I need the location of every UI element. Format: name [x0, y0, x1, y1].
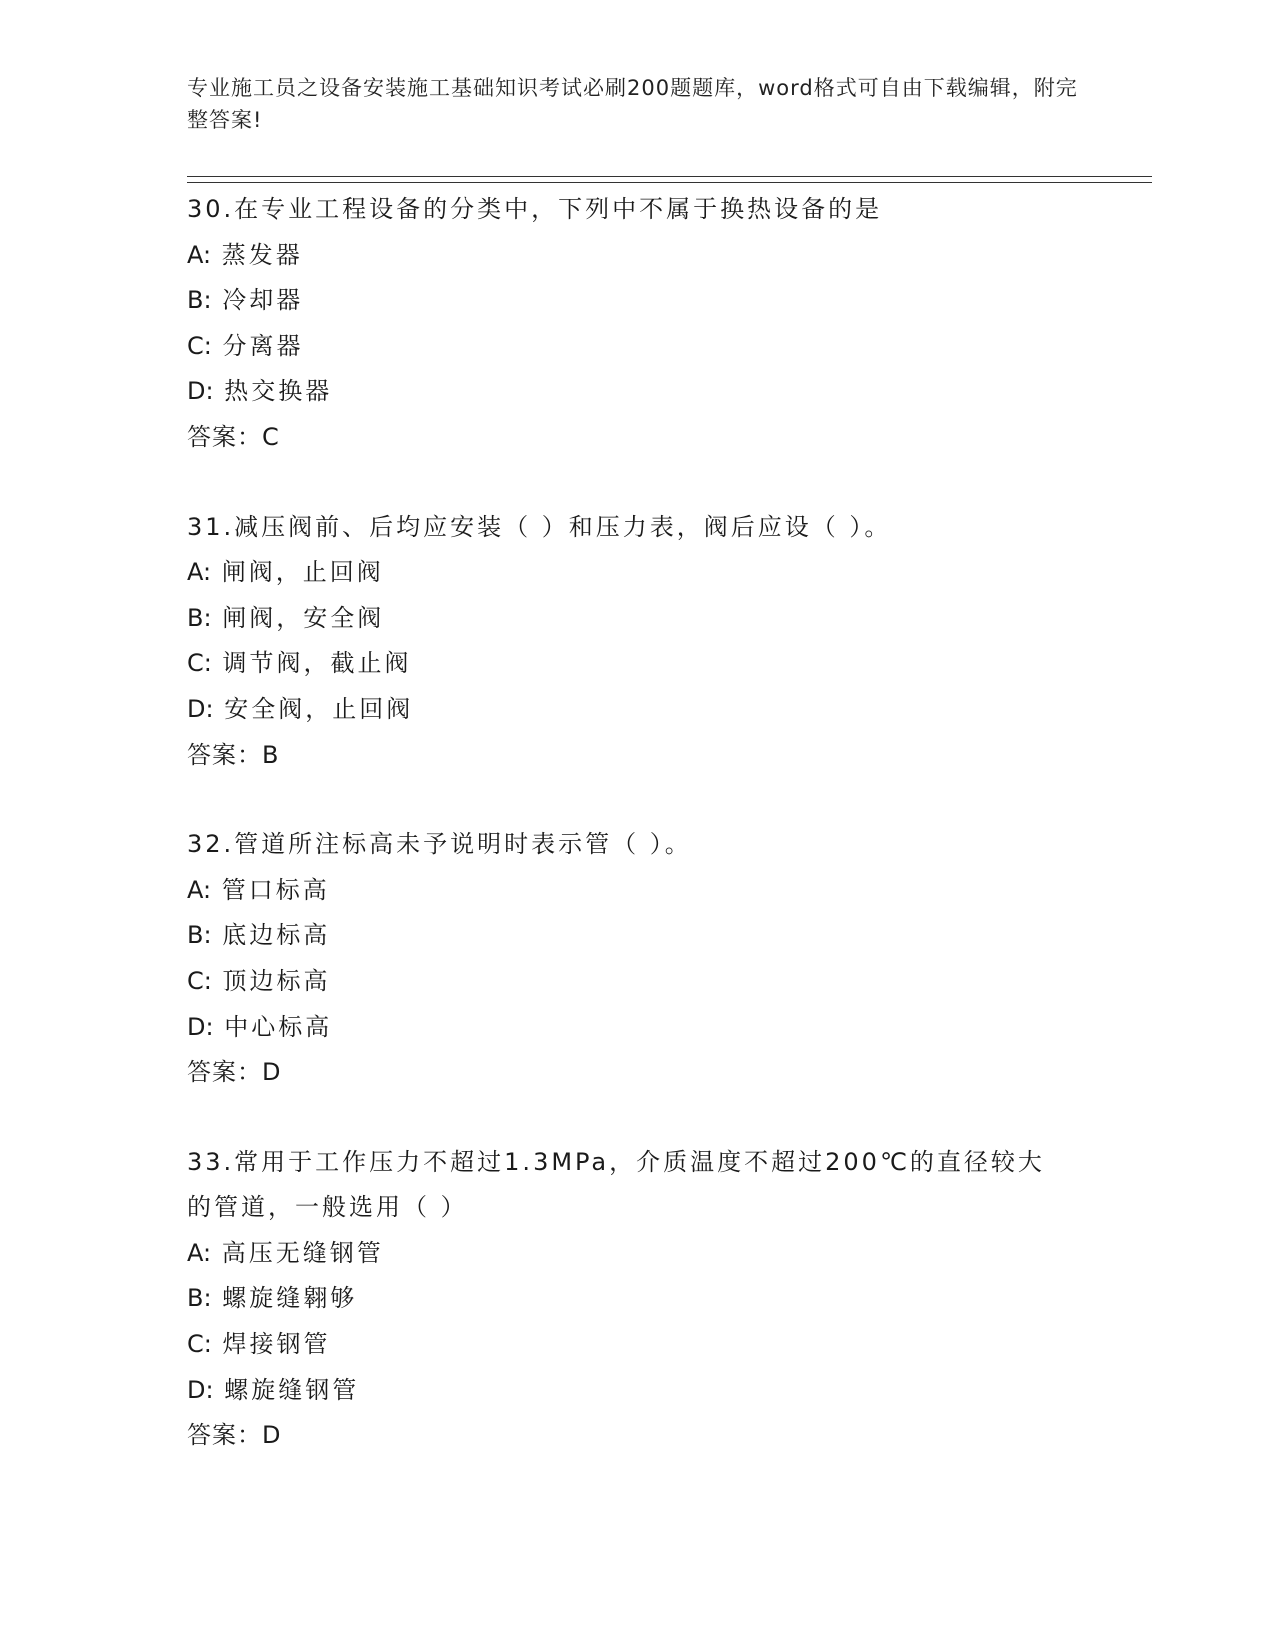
option-key: C:	[187, 331, 212, 360]
option-a	[187, 1231, 1087, 1277]
option-text: 螺旋缝翱够	[222, 1284, 358, 1313]
option-b	[187, 913, 1087, 959]
option-d	[187, 1368, 1087, 1414]
option-text: 顶边标高	[222, 966, 331, 995]
question-33	[187, 1140, 1087, 1459]
option-text: 高压无缝钢管	[221, 1238, 384, 1267]
question-stem: 31.减压阀前、后均应安装（ ）和压力表，阀后应设（ ）。	[187, 512, 892, 541]
option-key: D:	[187, 694, 214, 723]
option-d	[187, 1005, 1087, 1051]
option-d	[187, 369, 1087, 415]
option-key: C:	[187, 649, 212, 678]
answer-label: 答案：B	[187, 740, 280, 769]
option-text: 焊接钢管	[222, 1330, 331, 1359]
answer-label: 答案：D	[187, 1058, 282, 1087]
option-a	[187, 233, 1087, 279]
option-text: 热交换器	[224, 377, 333, 406]
option-key: D:	[187, 1012, 214, 1041]
option-c	[187, 1322, 1087, 1368]
option-b	[187, 278, 1087, 324]
question-31	[187, 505, 1087, 779]
option-text: 管口标高	[221, 875, 330, 904]
question-list	[187, 187, 1087, 1503]
question-stem: 32.管道所注标高未予说明时表示管（ ）。	[187, 830, 692, 859]
question-stem: 30.在专业工程设备的分类中，下列中不属于换热设备的是	[187, 195, 883, 223]
answer-label: 答案：D	[187, 1421, 282, 1450]
option-text: 螺旋缝钢管	[224, 1375, 360, 1404]
option-a	[187, 550, 1087, 596]
option-b	[187, 596, 1087, 642]
header-divider-top	[187, 176, 1152, 177]
option-text: 安全阀，止回阀	[224, 694, 414, 723]
option-text: 闸阀，安全阀	[222, 603, 385, 632]
option-key: D:	[187, 1375, 214, 1404]
header-divider-bottom	[187, 182, 1152, 183]
option-text: 中心标高	[224, 1012, 333, 1041]
option-c	[187, 959, 1087, 1005]
option-key: A:	[187, 1238, 212, 1267]
answer-label: 答案：C	[187, 422, 280, 451]
option-text: 调节阀，截止阀	[222, 649, 412, 678]
option-c	[187, 324, 1087, 370]
option-text: 底边标高	[222, 921, 331, 950]
option-text: 蒸发器	[221, 240, 303, 269]
option-text: 分离器	[222, 331, 304, 360]
question-stem: 33.常用于工作压力不超过1.3MPa，介质温度不超过200℃的直径较大的管道，一般选用（ ）	[187, 1147, 1045, 1222]
option-key: C:	[187, 1330, 212, 1359]
option-d	[187, 687, 1087, 733]
question-32	[187, 822, 1087, 1096]
option-key: A:	[187, 875, 212, 904]
option-key: B:	[187, 286, 212, 315]
option-key: D:	[187, 377, 214, 406]
option-text: 冷却器	[222, 286, 304, 315]
option-b	[187, 1276, 1087, 1322]
document-header: 专业施工员之设备安装施工基础知识考试必刷200题题库，word格式可自由下载编辑，附完整答案!	[187, 76, 1078, 132]
option-key: A:	[187, 240, 212, 269]
option-text: 闸阀，止回阀	[221, 558, 384, 587]
option-key: B:	[187, 1284, 212, 1313]
option-a	[187, 868, 1087, 914]
question-30	[187, 187, 1087, 461]
option-key: A:	[187, 558, 212, 587]
option-c	[187, 641, 1087, 687]
option-key: B:	[187, 921, 212, 950]
option-key: B:	[187, 603, 212, 632]
option-key: C:	[187, 966, 212, 995]
